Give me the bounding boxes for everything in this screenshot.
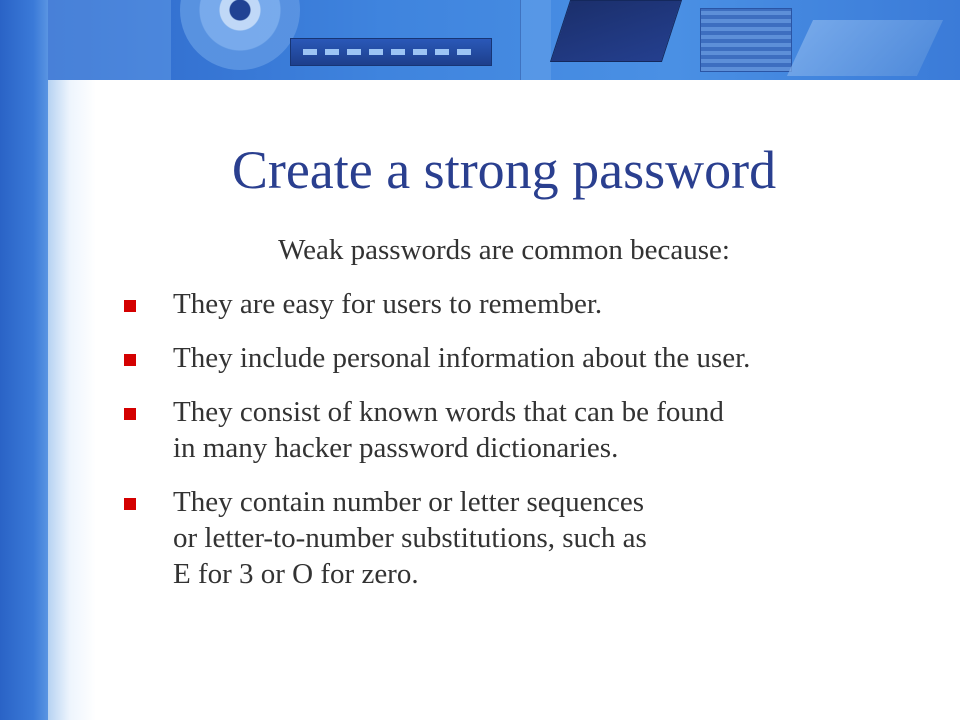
- bullet-text: They include personal information about the user.: [173, 342, 751, 374]
- left-side-bar: [0, 0, 48, 720]
- circuit-board-image: [700, 8, 792, 72]
- bullet-item: [122, 484, 922, 592]
- header-photo-banner: [0, 0, 960, 80]
- slide-title: Create a strong password: [231, 140, 777, 200]
- bullet-item: [122, 394, 922, 466]
- bullet-text: They consist of known words that can be found: [173, 396, 724, 428]
- bullet-text: or letter-to-number substitutions, such as: [173, 522, 647, 554]
- banner-tile: [30, 0, 171, 80]
- bullet-text: E for 3 or O for zero.: [173, 558, 419, 590]
- square-bullet-icon: [124, 354, 136, 366]
- network-device-image: [290, 38, 492, 66]
- bullet-text: They are easy for users to remember.: [173, 288, 603, 320]
- banner-tile: [520, 0, 551, 80]
- square-bullet-icon: [124, 408, 136, 420]
- slide-subtitle: Weak passwords are common because:: [278, 234, 730, 266]
- bullet-list: [122, 286, 922, 610]
- cd-disc-image: [180, 0, 300, 70]
- bullet-item: [122, 340, 922, 376]
- square-bullet-icon: [124, 300, 136, 312]
- laptop-image: [550, 0, 682, 62]
- square-bullet-icon: [124, 498, 136, 510]
- bullet-item: [122, 286, 922, 322]
- bullet-text: in many hacker password dictionaries.: [173, 432, 619, 464]
- device-lights: [303, 49, 473, 55]
- expansion-card-image: [787, 20, 943, 76]
- bullet-text: They contain number or letter sequences: [173, 486, 645, 518]
